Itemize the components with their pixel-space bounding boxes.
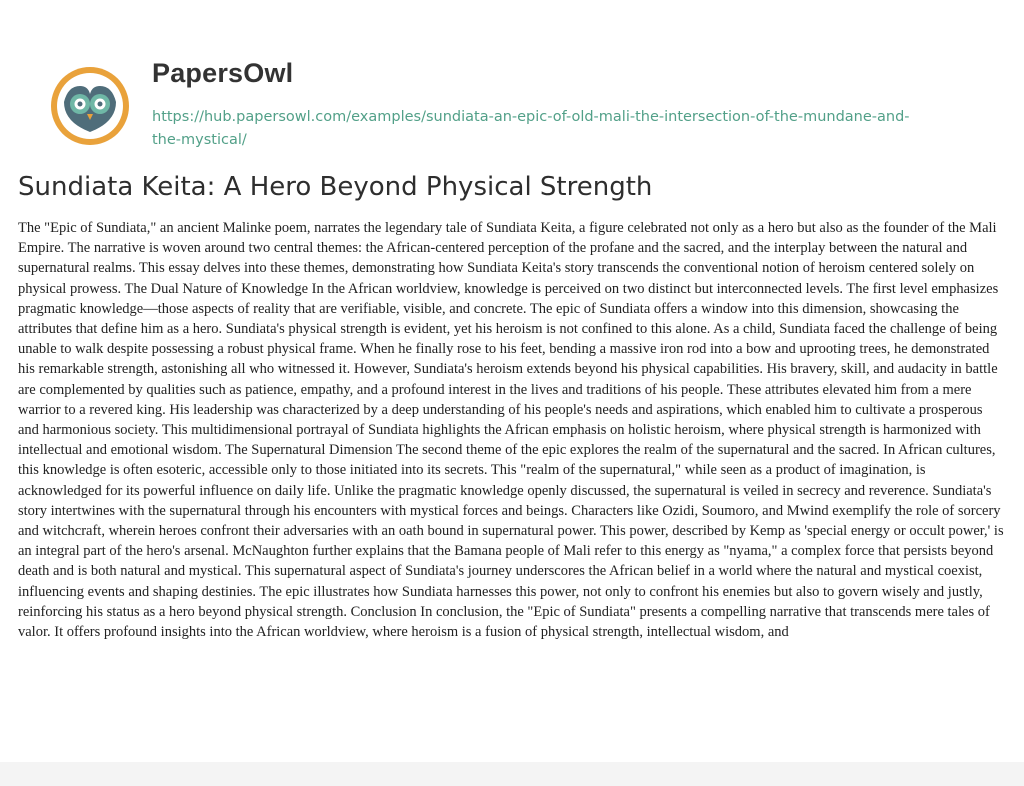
document-body: The "Epic of Sundiata," an ancient Malinke poem, narrates the legendary tale of Sundiata Keita, a figure celebrated not only as a hero but also as the founder of the Mali Empire. The narrative is woven around two central themes: the African-centered perception of the profane and the sacred, and the interplay between the natural and supernatural realms. This essay delves into these themes, demonstrating how Sundiata Keita's story transcends the conventional notion of heroism centered solely on physical prowess. The Dual Nature of Knowledge In the African worldview, knowledge is perceived on two distinct but interconnected levels. The first level emphasizes pragmatic knowledge—those aspects of reality that are verifiable, visible, and concrete. The epic of Sundiata offers a window into this dimension, showcasing the attributes that define him as a hero. Sundiata's physical strength is evident, yet his heroism is not confined to this alone. As a child, Sundiata faced the challenge of being unable to walk despite possessing a robust physical frame. When he finally rose to his feet, bending a massive iron rod into a bow and uprooting trees, he demonstrated his remarkable strength, astonishing all who witnessed it. However, Sundiata's heroism extends beyond his physical capabilities. His bravery, skill, and audacity in battle are complemented by qualities such as patience, empathy, and a profound interest in the lives and traditions of his people. These attributes elevated him from a mere warrior to a revered king. His leadership was characterized by a deep understanding of his people's needs and aspirations, which enabled him to cultivate a prosperous and harmonious society. This multidimensional portrayal of Sundiata highlights the African emphasis on holistic heroism, where physical strength is harmonized with intellectual and emotional wisdom. The Supernatural Dimension The second theme of the epic explores the realm of the supernatural and the sacred. In African cultures, this knowledge is often esoteric, accessible only to those initiated into its secrets. This "realm of the supernatural," while seen as a product of imagination, is acknowledged for its powerful influence on daily life. Unlike the pragmatic knowledge openly discussed, the supernatural is veiled in secrecy and reverence. Sundiata's story intertwines with the supernatural through his encounters with mystical forces and beings. Characters like Ozidi, Soumoro, and Mwind exemplify the role of sorcery and witchcraft, wherein heroes confront their adversaries with an oath bound in supernatural power. This power, described by Kemp as 'special energy or occult power,' is an integral part of the hero's arsenal. McNaughton further explains that the Bamana people of Mali refer to this energy as "nyama," a complex force that persists beyond death and is both natural and mystical. This supernatural aspect of Sundiata's journey underscores the African belief in a world where the natural and mystical coexist, influencing events and shaping destinies. The epic illustrates how Sundiata harnesses this power, not only to confront his enemies but also to govern wisely and justly, reinforcing his status as a hero beyond physical strength. Conclusion In conclusion, the "Epic of Sundiata" presents a compelling narrative that transcends mere tales of valor. It offers profound insights into the African worldview, where heroism is a fusion of physical strength, intellectual wisdom, and (18, 220, 1004, 641)
brand-name: PapersOwl (152, 58, 294, 88)
page-footer-band (0, 762, 1024, 786)
header (48, 56, 988, 156)
source-url-link[interactable]: https://hub.papersowl.com/examples/sundiata-an-epic-of-old-mali-the-intersection-of-the-mundane-and-the-mystical/ (152, 109, 910, 148)
document-title: Sundiata Keita: A Hero Beyond Physical Strength (18, 172, 653, 202)
owl-logo-icon (48, 64, 132, 148)
